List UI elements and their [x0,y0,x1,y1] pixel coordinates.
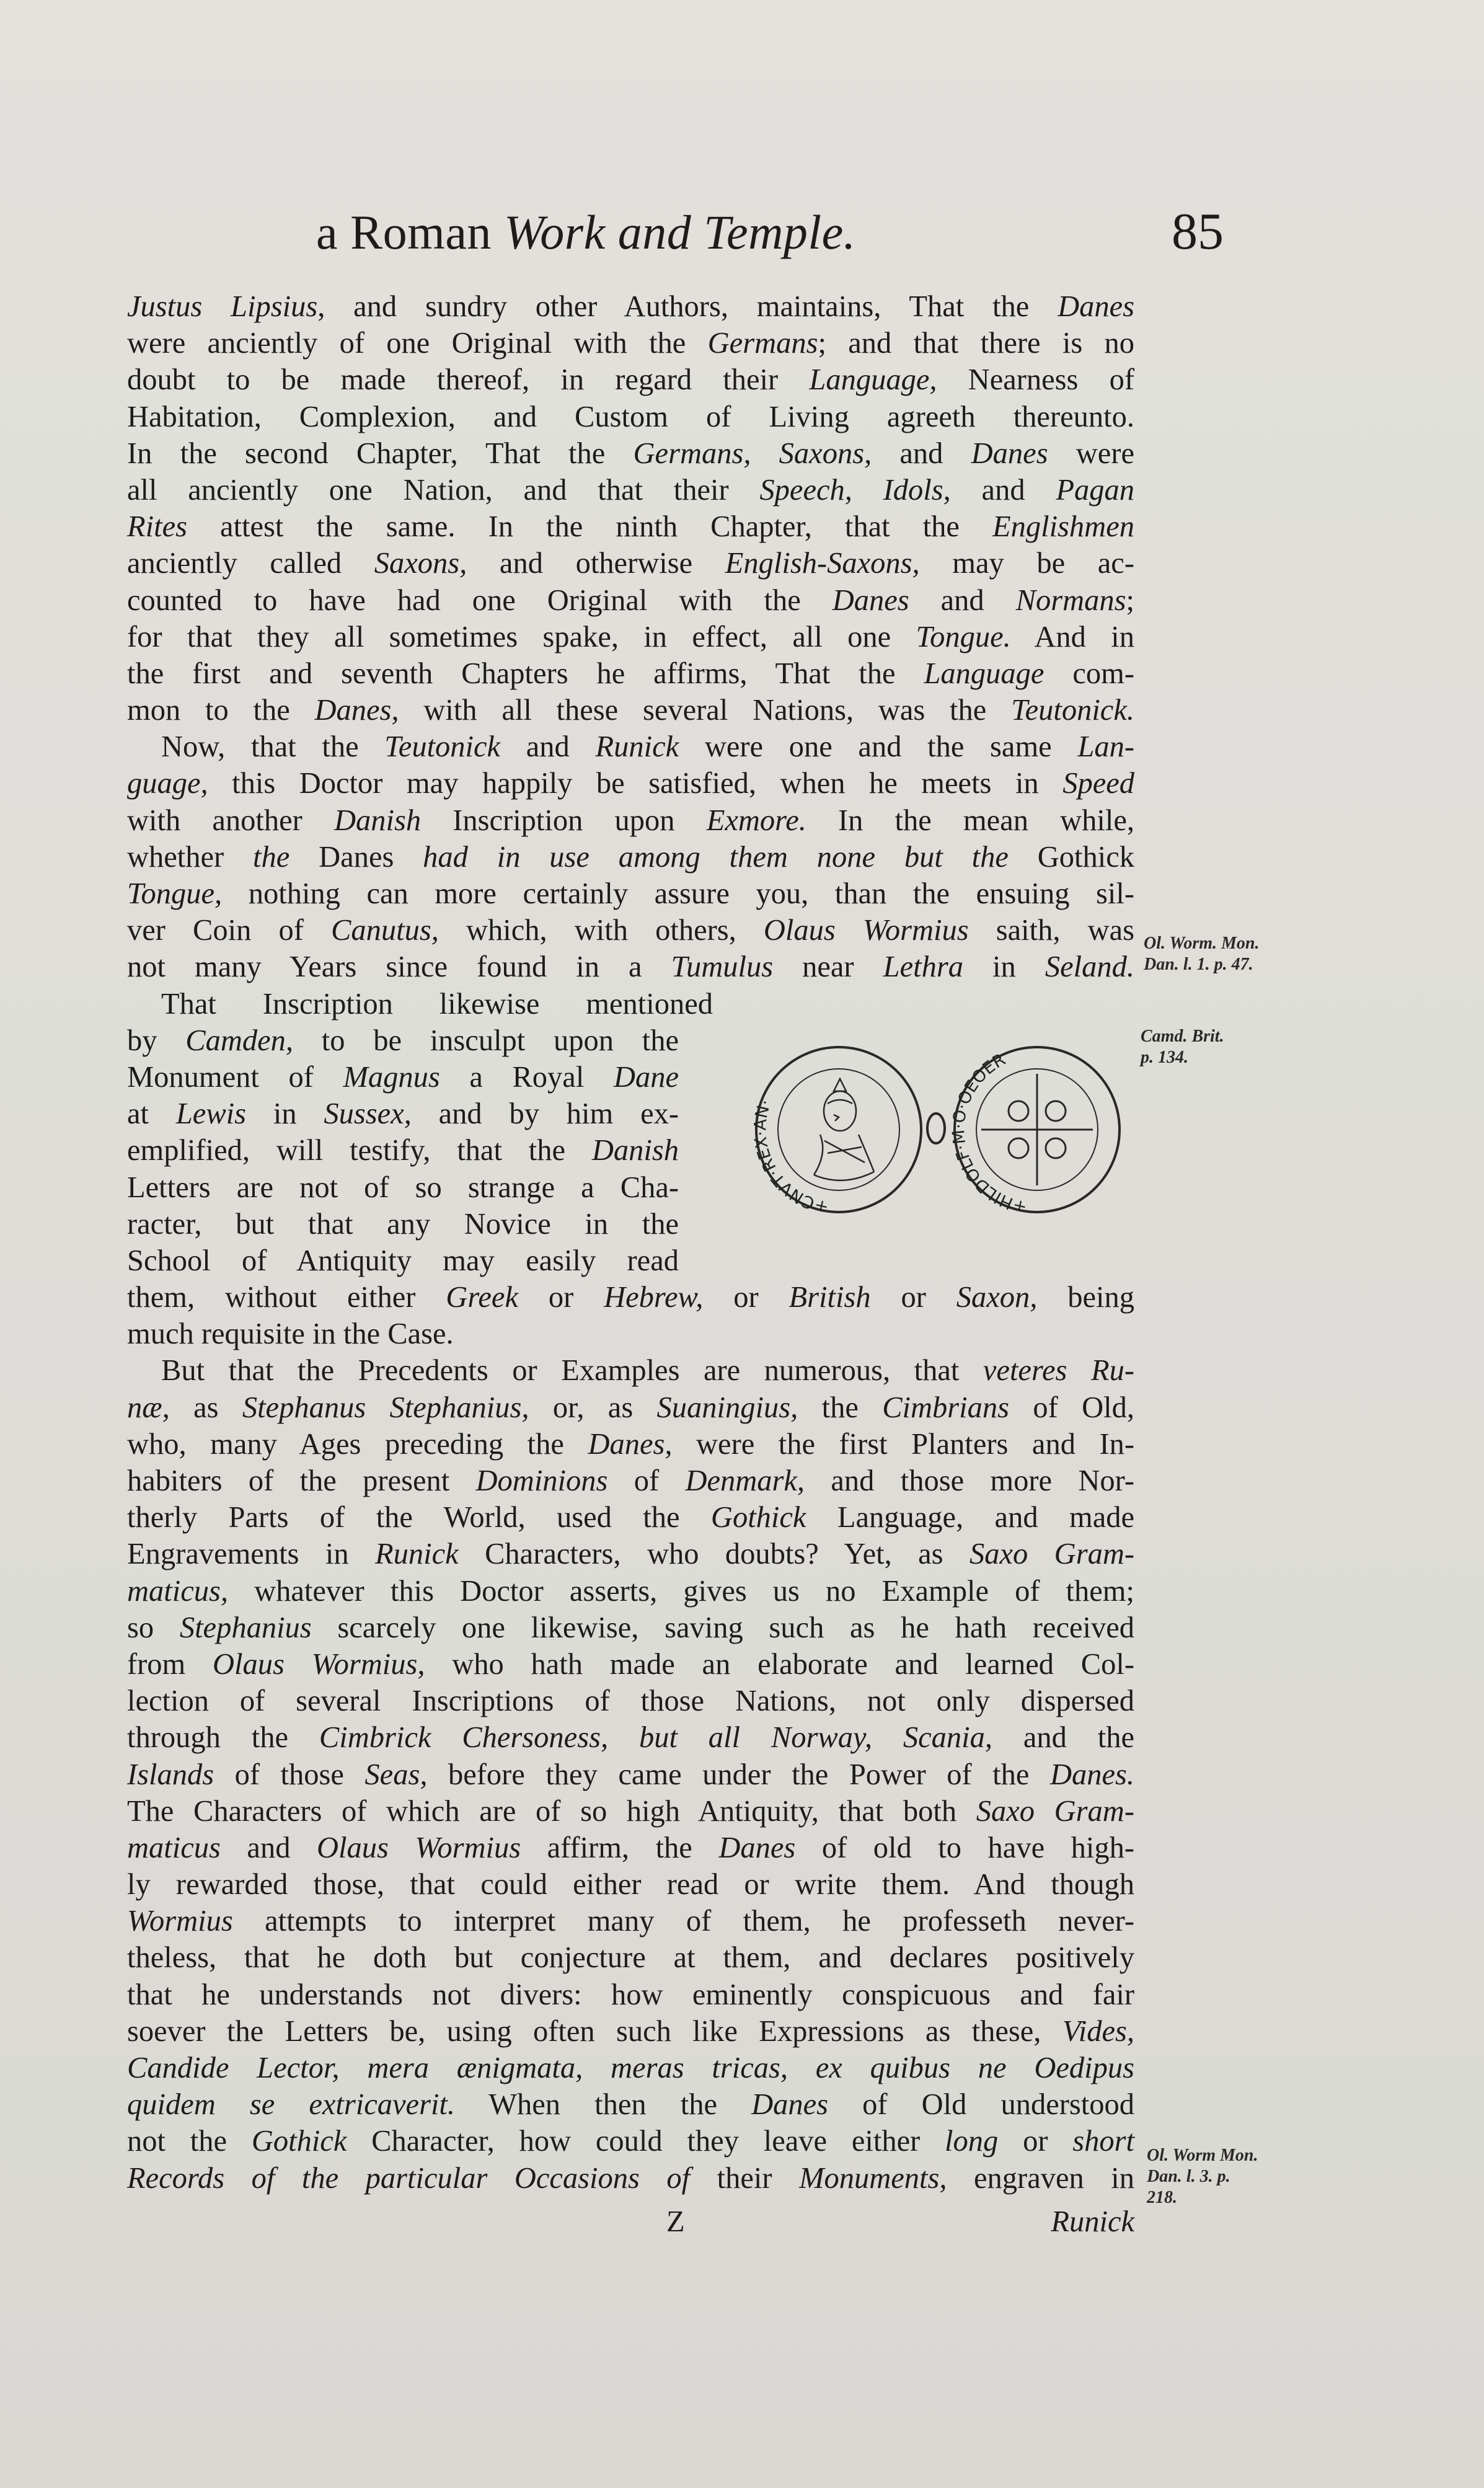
text-line [127,2086,1134,2123]
italic-text: Danes, [588,1427,673,1461]
roman-text: Nearness of [937,363,1134,397]
roman-text: ver Coin of [127,914,332,947]
roman-text: Language, and made [806,1501,1135,1534]
roman-text: School of Antiquity may easily read [127,1244,679,1277]
signature-mark: Z [666,2205,685,2238]
running-head-italic: Work and Temple. [503,205,856,259]
roman-text: at [127,1097,176,1131]
italic-text: Sussex, [324,1097,412,1131]
text-line [127,1352,1134,1389]
italic-text: Stephanus Stephanius, [242,1391,529,1424]
text-line [127,1903,1134,1939]
coin-edge-link [927,1113,945,1143]
roman-text: this Doctor may happily be satisfied, when he meets in [208,767,1063,800]
italic-text: Language, [809,363,937,397]
text-line [127,765,1134,802]
text-line [127,1022,679,1059]
roman-text: anciently called [127,547,374,580]
text-line [127,1866,1134,1903]
roman-text: of old to have high- [795,1831,1134,1864]
text-line [127,839,1134,875]
roman-text: Gothick [1008,840,1134,874]
roman-text: who hath made an elaborate and learned Col- [425,1647,1134,1681]
roman-text: Engravements in [127,1538,375,1571]
roman-text: , and sundry other Authors, maintains, That the [317,290,1058,323]
coin-svg [741,1042,1137,1215]
margin-note-line: 218. [1147,2188,1177,2207]
italic-text: Germans, Saxons, [633,436,872,470]
text-line [127,1059,679,1096]
italic-text: Justus Lipsius [127,290,318,323]
italic-text: Tongue. [916,620,1011,653]
italic-text: Teutonick [384,730,501,764]
italic-text: Danes. [1049,1758,1134,1791]
italic-text: Saxon, [956,1281,1038,1314]
roman-text: of [607,1464,686,1497]
text-line [127,1096,679,1132]
italic-text: Danes [751,2088,829,2122]
roman-text: lection of several Inscriptions of those Nations, not only dispersed [127,1684,1134,1718]
italic-text: Rites [127,510,187,544]
text-line [127,399,1134,435]
roman-text: In the mean while, [806,804,1135,837]
roman-text: through the [127,1721,319,1755]
italic-text: Suaningius, [656,1391,798,1424]
italic-text: Pagan [1056,473,1134,507]
text-line [127,508,1134,545]
roman-text: of Old, [1009,1391,1134,1424]
margin-note-line: Ol. Worm Mon. [1147,2146,1258,2165]
roman-text: and [872,436,971,470]
roman-text: emplified, will testify, that the [127,1134,592,1167]
roman-text: engraven in [947,2161,1134,2195]
roman-text: or [518,1281,604,1314]
roman-text: and [220,1831,317,1864]
roman-text: The Characters of which are of so high Antiquity, that both [127,1794,976,1828]
text-line [127,1242,679,1279]
roman-text: Now, that the [161,730,385,764]
italic-text: Stephanius [179,1611,312,1644]
roman-text: with all these several Nations, was the [399,694,1012,727]
text-line [127,361,1134,398]
coin-obverse-legend: +CNVT·REX·AN· [751,1097,831,1215]
italic-text: Danish [333,804,422,837]
italic-text: guage, [127,767,208,800]
italic-text: Danes, [314,694,399,727]
roman-text: soever the Letters be, using often such like Expressions as these, [127,2014,1062,2048]
text-line [127,619,1134,655]
italic-text: long [945,2125,999,2158]
roman-text: and [909,583,1016,617]
roman-text: ly rewarded those, that could either read or write them. And though [127,1868,1134,1901]
text-line [127,1573,1134,1609]
roman-text: to be insculpt upon the [293,1024,679,1057]
roman-text: or [703,1281,789,1314]
italic-text: Danish [591,1134,679,1167]
italic-text: veteres Ru- [983,1354,1134,1388]
text-line [127,875,1134,912]
text-line [127,1499,1134,1536]
roman-text: from [127,1647,213,1681]
text-line [127,1646,1134,1683]
roman-text: com- [1044,657,1134,690]
roman-text: much requisite in the Case. [127,1317,454,1351]
roman-text: and those more Nor- [805,1464,1134,1497]
margin-note-line: p. 134. [1141,1048,1188,1067]
coin-obverse [751,1047,921,1215]
italic-text: Cimbrians [882,1391,1010,1424]
text-line [127,1169,679,1206]
text-line [127,728,1134,765]
text-line [127,1536,1134,1572]
text-line [127,325,1134,361]
roman-text: and otherwise [467,547,725,580]
roman-text: nothing can more certainly assure you, than the ensuing sil- [222,877,1134,910]
italic-text: Camden, [185,1024,294,1057]
running-head-roman: a Roman [316,205,504,259]
text-line [127,1279,1134,1316]
roman-text: and the [992,1721,1134,1755]
text-line [127,802,1134,839]
italic-text: Normans [1015,583,1126,617]
text-line [127,2160,1134,2197]
roman-text: theless, that he doth but conjecture at them, and declares positively [127,1941,1134,1975]
italic-text: Danes [971,436,1048,470]
roman-text: not the [127,2125,252,2158]
text-line [127,1316,1134,1352]
italic-text: Saxons, [374,547,467,580]
text-line [127,288,1134,325]
italic-text: Danes [1058,290,1134,323]
italic-text: Magnus [343,1060,440,1094]
running-head [316,205,856,260]
roman-text: all anciently one Nation, and that their [127,473,760,507]
italic-text: Hebrew, [604,1281,704,1314]
roman-text: being [1037,1281,1134,1314]
italic-text: had in use among them none but the [423,840,1009,874]
roman-text: them, without either [127,1281,446,1314]
italic-text: Denmark, [685,1464,805,1497]
italic-text: Dane [613,1060,679,1094]
italic-text: Tumulus [671,950,774,984]
italic-text: Gothick [710,1501,806,1534]
italic-text: Seland. [1045,950,1134,984]
text-line [127,1683,1134,1719]
italic-text: Teutonick. [1011,694,1134,727]
roman-text: or [998,2125,1073,2158]
roman-text: But that the Precedents or Examples are numerous, that [161,1354,983,1388]
italic-text: Olaus Wormius [316,1831,521,1864]
italic-text: Cimbrick Chersoness, but all Norway, Scania, [319,1721,992,1755]
roman-text: by [127,1024,186,1057]
italic-text: Dominions [475,1464,608,1497]
italic-text: Exmore. [706,804,806,837]
italic-text: Gothick [251,2125,347,2158]
text-line [127,1719,1134,1756]
italic-text: Speed [1062,767,1134,800]
roman-text: Monument of [127,1060,343,1094]
roman-text: that he understands not divers: how eminently conspicuous and fair [127,1978,1134,2011]
italic-text: short [1072,2125,1134,2158]
italic-text: Language [924,657,1045,690]
roman-text: may be ac- [919,547,1134,580]
italic-text: Records of the particular Occasions of [127,2161,691,2195]
roman-text: the [798,1391,883,1424]
roman-text: whatever this Doctor asserts, gives us no Example of them; [228,1574,1134,1608]
margin-note-line: Ol. Worm. Mon. [1144,934,1260,953]
italic-text: Lan- [1077,730,1135,764]
roman-text: When then the [455,2088,752,2122]
italic-text: Candide Lector, mera ænigmata, meras tricas, ex quibus ne Oedipus [127,2052,1134,2084]
paragraph-block-bottom [127,1279,1134,2197]
roman-text: with another [127,804,334,837]
roman-text: in [246,1097,324,1131]
roman-text: were [1048,436,1135,470]
catchword: Runick [1051,2205,1134,2238]
roman-text: and [500,730,596,764]
coin-reverse-legend: +HILDOLF·M·O·OEOER [949,1050,1029,1215]
roman-text: ; and that there is no [818,327,1134,360]
roman-text: were the first Planters and In- [672,1427,1135,1461]
italic-text: Vides, [1062,2014,1134,2048]
roman-text: ; [1126,583,1134,617]
roman-text: and by him ex- [411,1097,679,1131]
italic-text: maticus, [127,1574,229,1608]
italic-text: Runick [595,730,679,764]
roman-text: therly Parts of the World, used the [127,1501,711,1534]
text-line [127,692,1134,728]
roman-text: which, with others, [438,914,764,947]
italic-text: næ, [127,1391,170,1424]
italic-text: Olaus Wormius, [213,1647,425,1681]
roman-text: or [870,1281,956,1314]
margin-note-line: Dan. l. 1. p. 47. [1144,955,1253,974]
italic-text: Danes [832,583,909,617]
roman-text: of those [214,1758,365,1791]
paragraph-block-top [127,288,1134,986]
roman-text: scarcely one likewise, saving such as he hath received [311,1611,1135,1644]
italic-text: Greek [446,1281,518,1314]
roman-text: And in [1010,620,1134,653]
text-line [127,2123,1134,2159]
margin-note-wormius-1 [1144,933,1259,975]
text-line [127,1132,679,1169]
cross-icon [981,1074,1093,1185]
roman-text: near [773,950,883,984]
roman-text: before they came under the Power of the [427,1758,1050,1791]
text-line [127,582,1134,619]
roman-text: Inscription upon [421,804,707,837]
roman-text: so [127,1611,180,1644]
roman-text: That Inscription likewise mentioned [161,987,713,1020]
roman-text: attempts to interpret many of them, he professeth never- [232,1905,1134,1938]
text-line [127,1206,679,1242]
text-line [127,1830,1134,1866]
roman-text: affirm, the [521,1831,719,1864]
text-line [127,2013,1134,2050]
italic-text: Speech, Idols, [759,473,951,507]
italic-text: English-Saxons, [725,547,920,580]
italic-text: Lewis [175,1097,247,1131]
roman-text: saith, was [968,914,1134,947]
roman-text: Danes [289,840,423,874]
roman-text: were anciently of one Original with the [127,327,708,360]
roman-text: for that they all sometimes spake, in effect, all one [127,620,916,653]
roman-text: mon to the [127,694,315,727]
roman-text: In the second Chapter, That the [127,436,634,470]
text-line [127,472,1134,508]
roman-text: Characters, who doubts? Yet, as [458,1538,969,1571]
italic-text: Tongue, [127,877,223,910]
text-line [127,435,1134,472]
text-line [127,1939,1134,1976]
page-number: 85 [1172,203,1224,260]
italic-text: the [253,840,290,874]
italic-text: Danes [718,1831,796,1864]
roman-text: Character, how could they leave either [347,2125,945,2158]
roman-text: doubt to be made thereof, in regard their [127,363,810,397]
coin-reverse [949,1047,1120,1215]
italic-text: Seas, [364,1758,428,1791]
roman-text: not many Years since found in a [127,950,671,984]
italic-text: quidem se extricaverit. [127,2088,456,2122]
text-line [127,1793,1134,1830]
margin-note-camden [1141,1026,1224,1068]
italic-text: Runick [375,1538,459,1571]
roman-text: Letters are not of so strange a Cha- [127,1171,679,1204]
italic-text: Wormius [127,1905,233,1938]
roman-text: who, many Ages preceding the [127,1427,588,1461]
roman-text: of Old understood [828,2088,1134,2122]
text-line [127,1389,1134,1426]
italic-text: maticus [127,1831,221,1864]
text-line [127,1609,1134,1646]
italic-text: Monuments, [799,2161,947,2195]
roman-text: in [963,950,1045,984]
italic-text: Lethra [883,950,963,984]
text-line [127,1426,1134,1463]
roman-text: and [950,473,1056,507]
roman-text: their [690,2161,800,2195]
coin-illustration [741,1042,1137,1215]
italic-text: Saxo Gram- [969,1538,1134,1571]
text-line [127,545,1134,582]
roman-text: counted to have had one Original with the [127,583,833,617]
italic-text: Islands [127,1758,214,1791]
text-line [127,986,713,1022]
italic-text: Germans [707,327,818,360]
text-line [127,1756,1134,1793]
text-line [127,1977,1134,2013]
italic-text: Canutus, [331,914,439,947]
roman-text: a Royal [439,1060,614,1094]
roman-text: Habitation, Complexion, and Custom of Living agreeth thereunto. [127,400,1134,433]
text-line [127,912,1134,949]
text-line [127,2050,1134,2086]
roman-text: as [169,1391,242,1424]
roman-text: habiters of the present [127,1464,476,1497]
text-line [127,949,1134,985]
margin-note-line: Camd. Brit. [1141,1027,1224,1046]
king-portrait-icon [814,1079,874,1180]
italic-text: Englishmen [992,510,1134,544]
italic-text: British [788,1281,871,1314]
roman-text: the first and seventh Chapters he affirms, That the [127,657,924,690]
margin-note-line: Dan. l. 3. p. [1147,2167,1230,2186]
margin-note-wormius-3 [1147,2145,1258,2208]
body-text [127,288,1134,2197]
roman-text: racter, but that any Novice in the [127,1207,679,1241]
roman-text: whether [127,840,254,874]
text-line [127,1463,1134,1499]
italic-text: Olaus Wormius [763,914,969,947]
roman-text: or, as [529,1391,657,1424]
text-line [127,655,1134,692]
italic-text: Saxo Gram- [976,1794,1134,1828]
roman-text: were one and the same [679,730,1078,764]
roman-text: attest the same. In the ninth Chapter, that the [187,510,992,544]
